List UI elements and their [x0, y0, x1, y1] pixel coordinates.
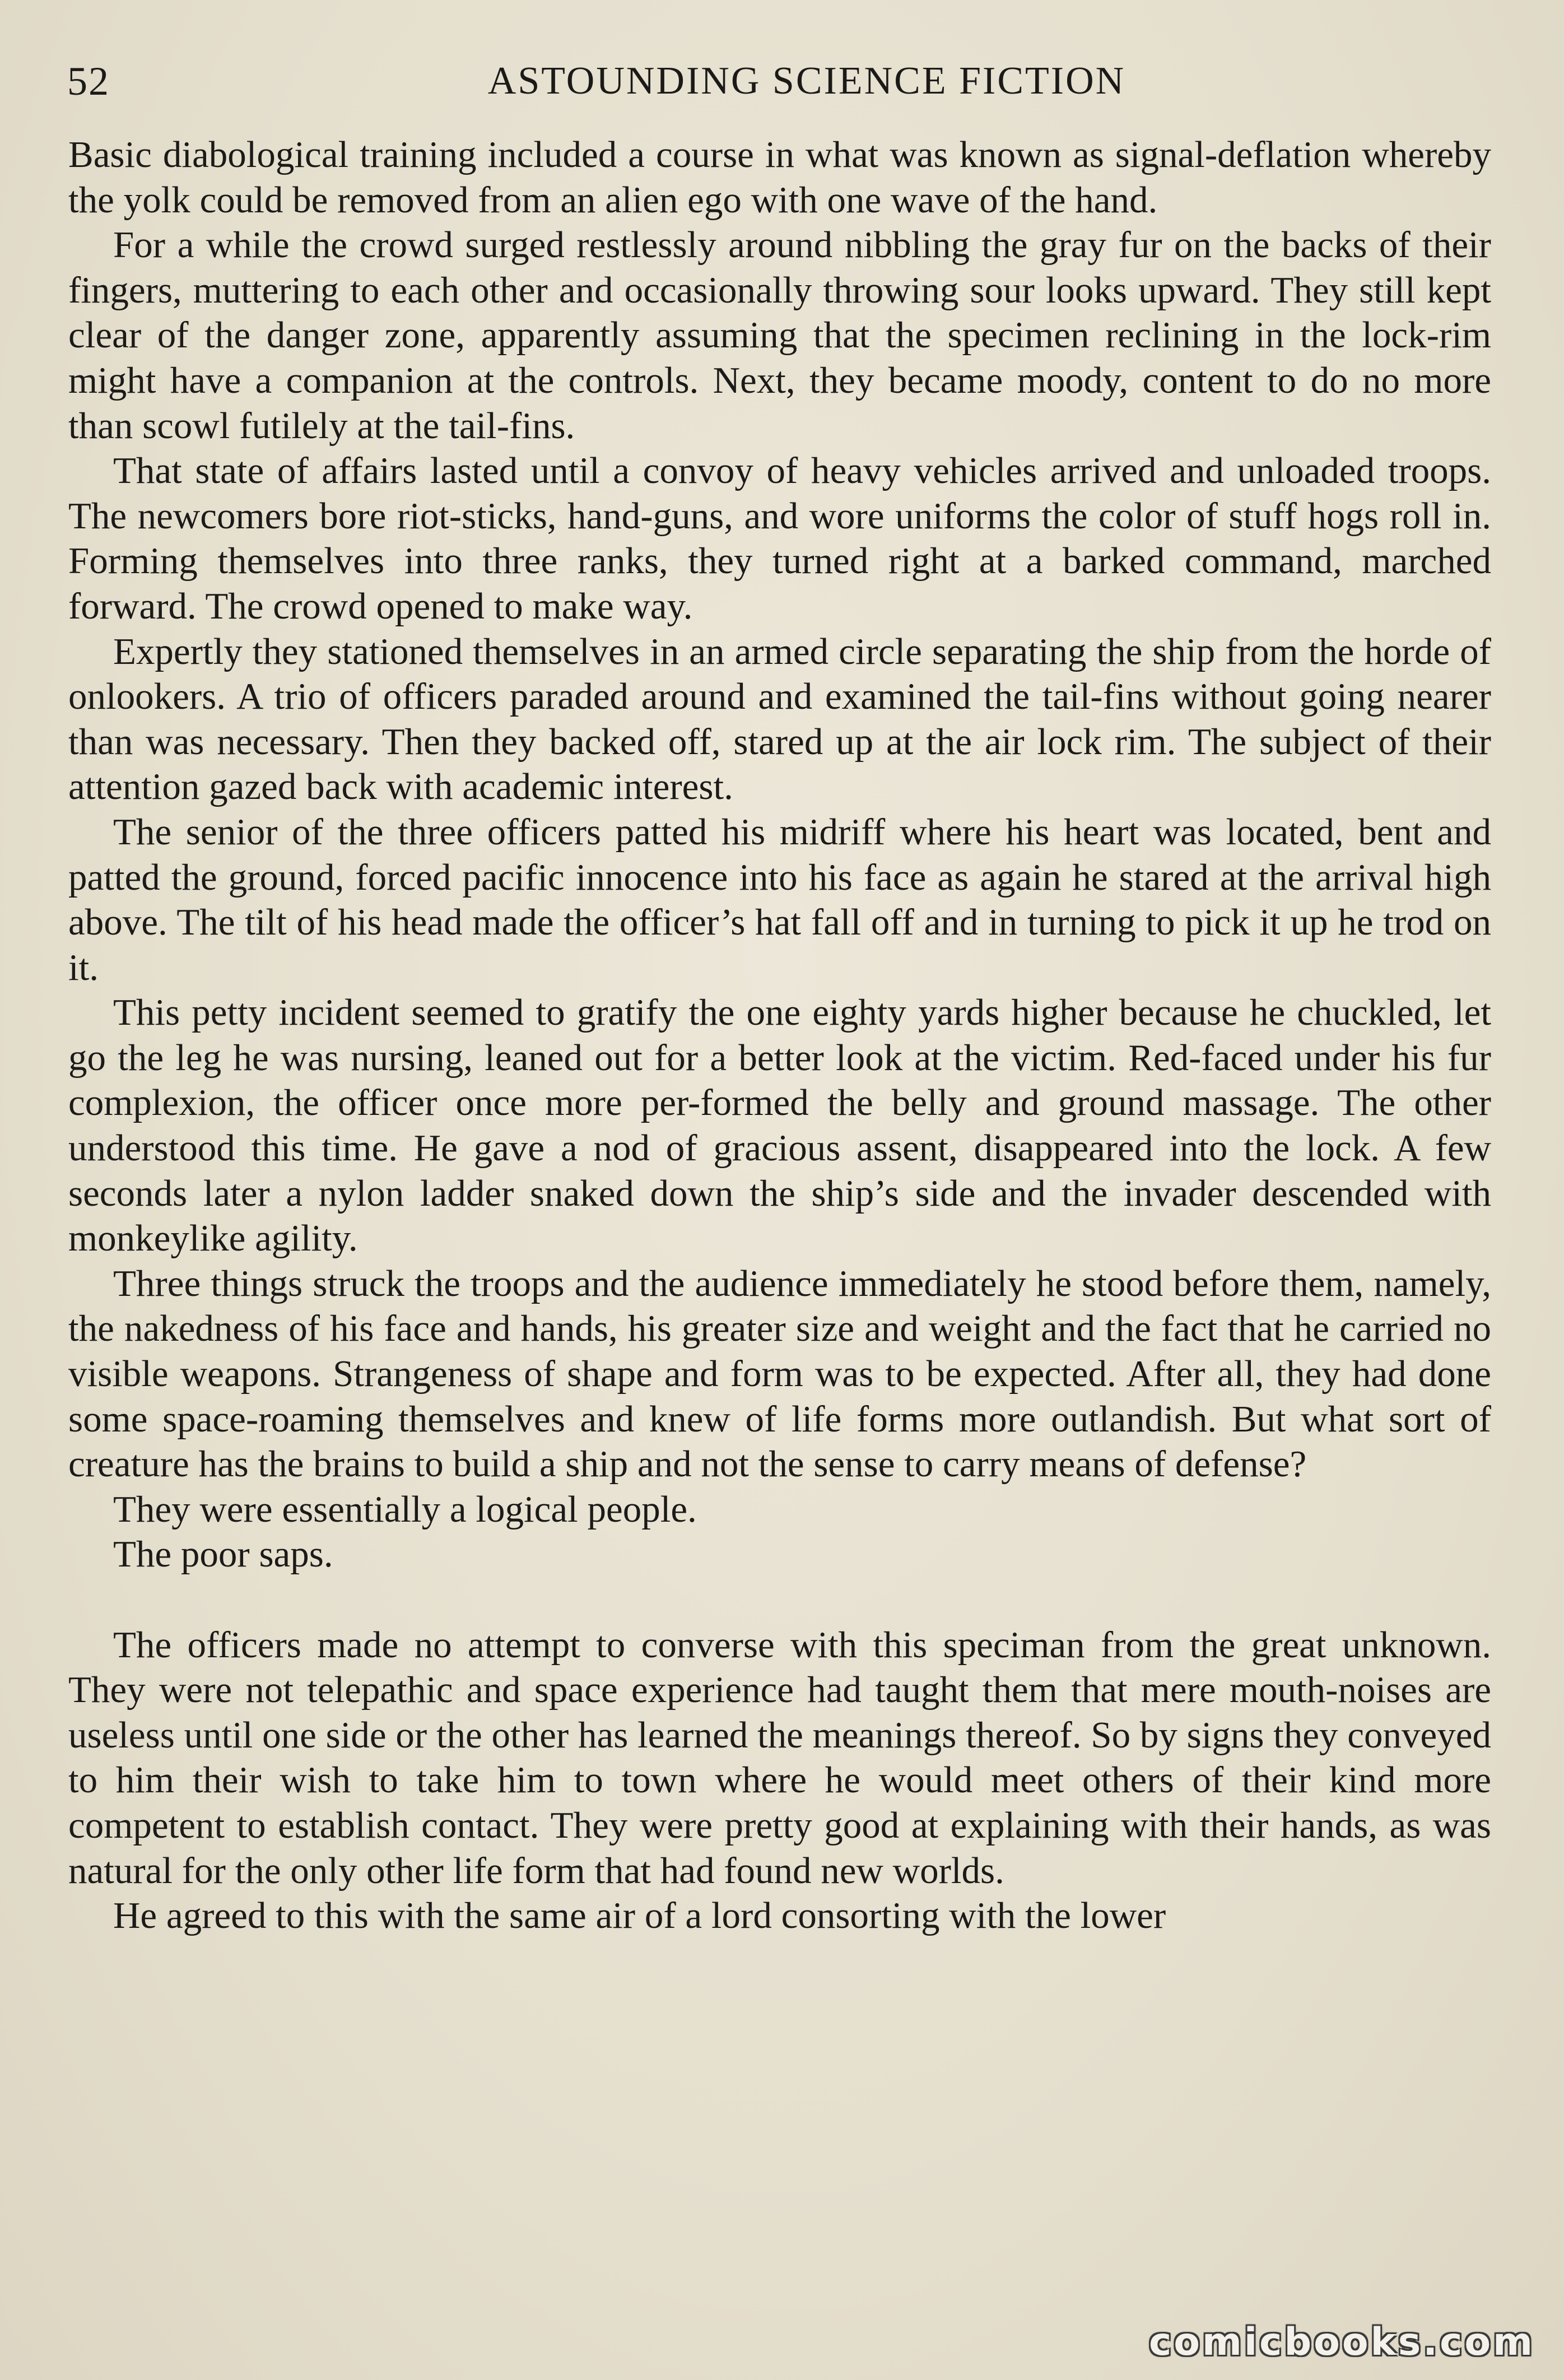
- running-title: ASTOUNDING SCIENCE FICTION: [487, 59, 1126, 103]
- story-text: [68, 132, 1491, 1939]
- paragraph: This petty incident seemed to gratify the one eighty yards higher because he chuckled, let go the leg he was nursing, leaned out for a better look at the victim. Red-faced under his fur complexion, the officer once more per-formed the belly and ground massage. The other understood this time. He gave a nod of gracious assent, disappeared into the lock. A few seconds later a nylon ladder snaked down the ship’s side and the invader descended with monkeylike agility.: [68, 992, 1491, 1259]
- section-break: [68, 1577, 1491, 1623]
- paragraph: Basic diabological training included a course in what was known as signal-deflation whereby the yolk could be removed from an alien ego with one wave of the hand.: [68, 134, 1491, 221]
- page-number: 52: [67, 59, 110, 104]
- paragraph: The officers made no attempt to converse with this speciman from the great unknown. They were not telepathic and space experience had taught them that mere mouth-noises are useless until one side or the other has learned the meanings thereof. So by signs they conveyed to him their wish to take him to town where he would meet others of their kind more competent to establish contact. They were pretty good at explaining with their hands, as was natural for the only other life form that had found new worlds.: [68, 1624, 1491, 1891]
- paragraph: The senior of the three officers patted his midriff where his heart was located, bent and patted the ground, forced pacific innocence into his face as again he stared at the arrival high above. The tilt of his head made the officer’s hat fall off and in turning to pick it up he trod on it.: [68, 811, 1491, 988]
- paragraph: Expertly they stationed themselves in an armed circle separating the ship from the horde of onlookers. A trio of officers paraded around and examined the tail-fins without going nearer than was necessary. Then they backed off, stared up at the air lock rim. The subject of their attention gazed back with academic interest.: [68, 630, 1491, 808]
- paragraph: Three things struck the troops and the audience immediately he stood before them, namely, the nakedness of his face and hands, his greater size and weight and the fact that he carried no visible weapons. Strangeness of shape and form was to be expected. After all, they had done some space-roaming themselves and knew of life forms more outlandish. But what sort of creature has the brains to build a ship and not the sense to carry means of defense?: [68, 1262, 1491, 1485]
- watermark-logo: comicbooks.com: [1148, 2320, 1535, 2364]
- paragraph: The poor saps.: [113, 1533, 333, 1575]
- paragraph: They were essentially a logical people.: [113, 1488, 697, 1530]
- paragraph: He agreed to this with the same air of a lord consorting with the lower: [113, 1895, 1166, 1937]
- paragraph: That state of affairs lasted until a convoy of heavy vehicles arrived and unloaded troops. The newcomers bore riot-sticks, hand-guns, and wore uniforms the color of stuff hogs roll in. Forming themselves into three ranks, they turned right at a barked command, marched forward. The crowd opened to make way.: [68, 450, 1491, 627]
- paragraph: For a while the crowd surged restlessly around nibbling the gray fur on the backs of their fingers, muttering to each other and occasionally throwing sour looks upward. They still kept clear of the danger zone, apparently assuming that the specimen reclining in the lock-rim might have a companion at the controls. Next, they became moody, content to do no more than scowl futilely at the tail-fins.: [68, 224, 1491, 447]
- page-header: [67, 56, 1501, 106]
